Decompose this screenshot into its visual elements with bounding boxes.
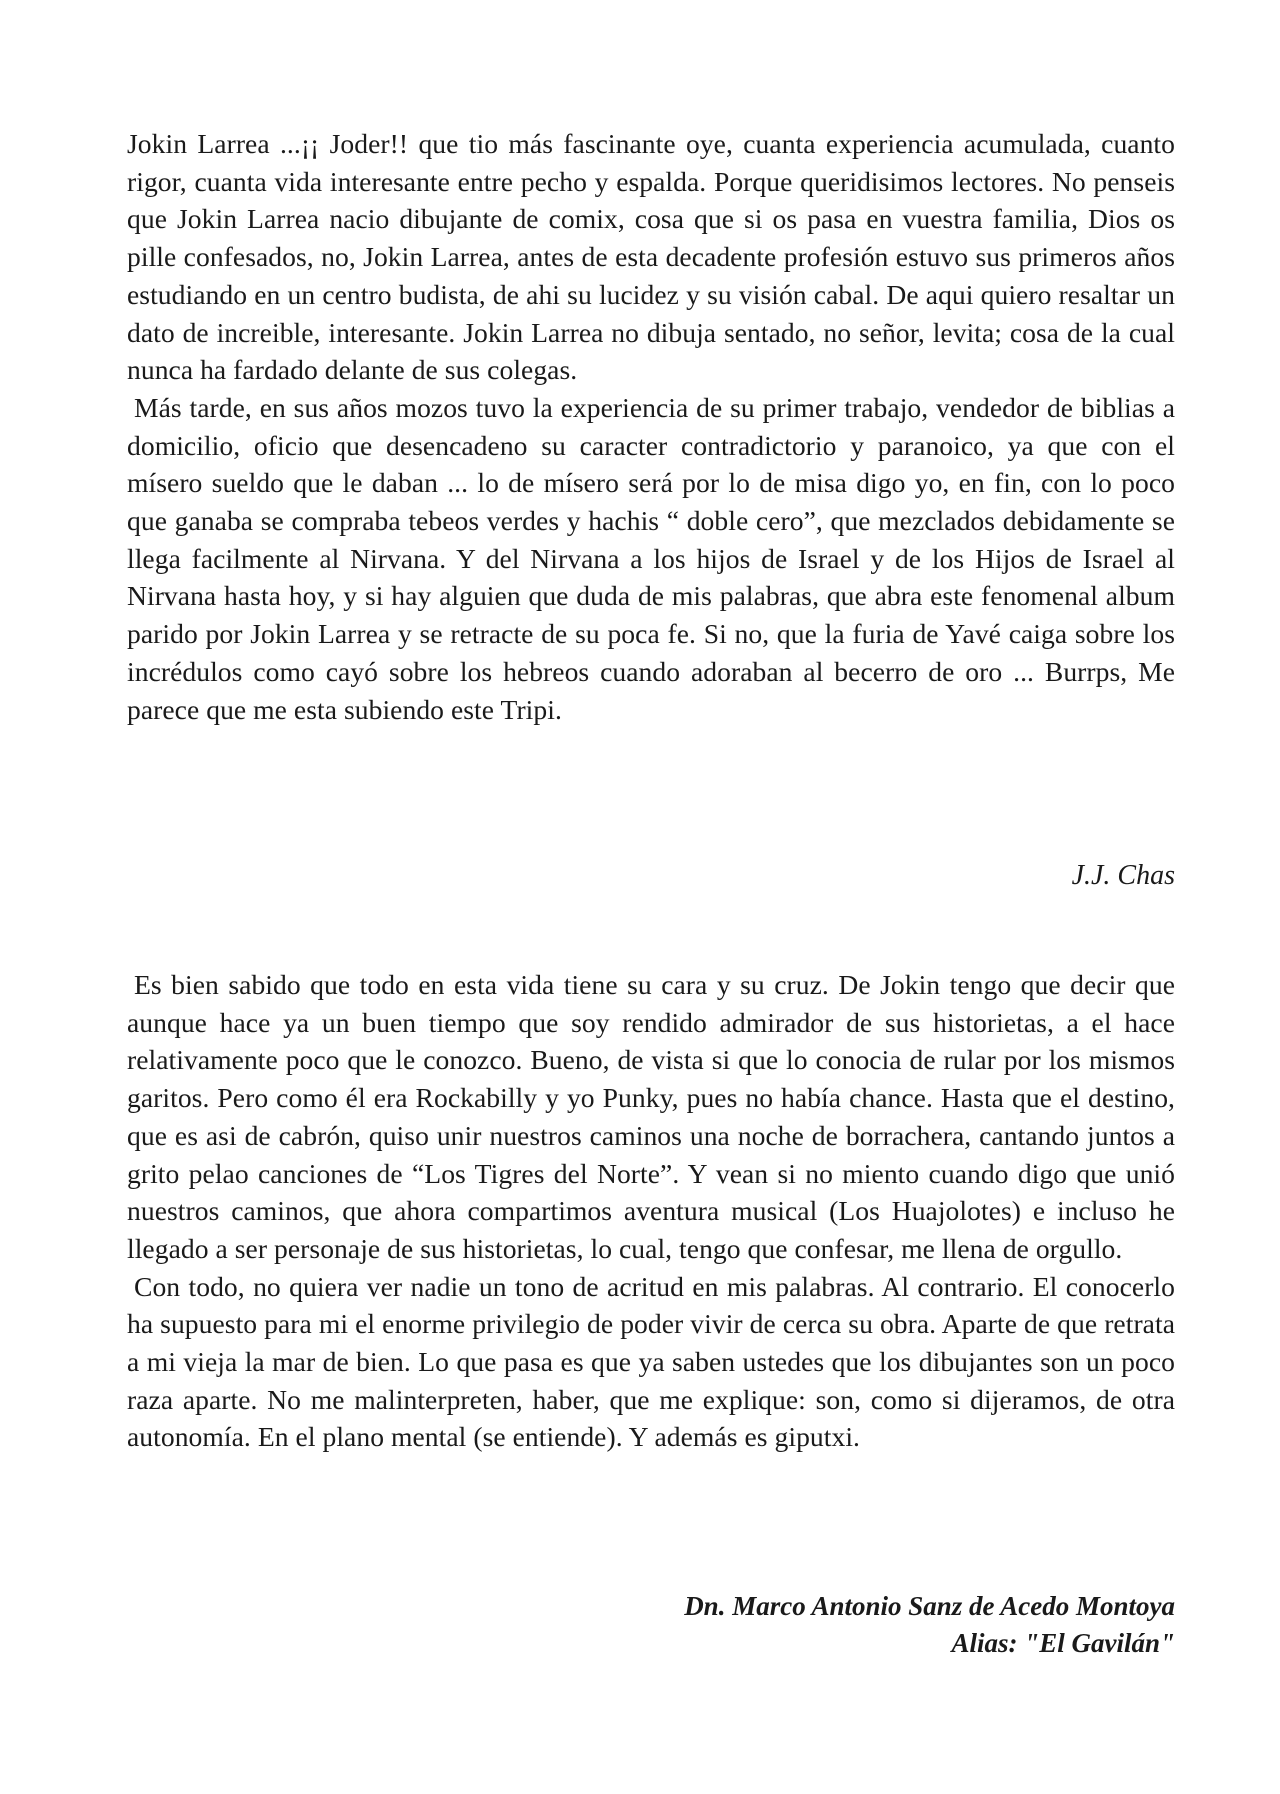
essay-2-paragraph-2: Con todo, no quiera ver nadie un tono de acritud en mis palabras. Al contrario. El conocerlo ha supuesto para mi el enorme privilegio de poder vivir de cerca su obra. Aparte de que retrata a mi vieja la mar de bien. Lo que pasa es que ya saben ustedes que los dibujantes son un poco raza aparte. No me malinterpreten, haber, que me explique: son, como si dijeramos, de otra autonomía. En el plano mental (se entiende). Y además es giputxi. [127, 1270, 1175, 1453]
essay-1-paragraph-2: Más tarde, en sus años mozos tuvo la experiencia de su primer trabajo, vendedor de biblias a domicilio, oficio que desencadeno su caracter contradictorio y paranoico, ya que con el mísero sueldo que le daban ... lo de mísero será por lo de misa digo yo, en fin, con lo poco que ganaba se compraba tebeos verdes y hachis “ doble cero”, que mezclados debidamente se llega facilmente al Nirvana. Y del Nirvana a los hijos de Israel y de los Hijos de Israel al Nirvana hasta hoy, y si hay alguien que duda de mis palabras, que abra este fenomenal album parido por Jokin Larrea y se retracte de su poca fe. Si no, que la furia de Yavé caiga sobre los incrédulos como cayó sobre los hebreos cuando adoraban al becerro de oro ... Burrps, Me parece que me esta subiendo este Tripi. [127, 391, 1175, 725]
signature-el-gavilan [684, 1588, 1175, 1662]
signature-name: Dn. Marco Antonio Sanz de Acedo Montoya [684, 1591, 1175, 1621]
essay-el-gavilan [127, 966, 1175, 1456]
essay-1-paragraph-1: Jokin Larrea ...¡¡ Joder!! que tio más fascinante oye, cuanta experiencia acumulada, cuanto rigor, cuanta vida interesante entre pecho y espalda. Porque queridisimos lectores. No penseis que Jokin Larrea nacio dibujante de comix, cosa que si os pasa en vuestra familia, Dios os pille confesados, no, Jokin Larrea, antes de esta decadente profesión estuvo sus primeros años estudiando en un centro budista, de ahi su lucidez y su visión cabal. De aqui quiero resaltar un dato de increible, interesante. Jokin Larrea no dibuja sentado, no señor, levita; cosa de la cual nunca ha fardado delante de sus colegas. [127, 128, 1175, 386]
essay-2-paragraph-1: Es bien sabido que todo en esta vida tiene su cara y su cruz. De Jokin tengo que decir que aunque hace ya un buen tiempo que soy rendido admirador de sus historietas, a el hace relativamente poco que le conozco. Bueno, de vista si que lo conocia de rular por los mismos garitos. Pero como él era Rockabilly y yo Punky, pues no había chance. Hasta que el destino, que es asi de cabrón, quiso unir nuestros caminos una noche de borrachera, cantando juntos a grito pelao canciones de “Los Tigres del Norte”. Y vean si no miento cuando digo que unió nuestros caminos, que ahora compartimos aventura musical (Los Huajolotes) e incluso he llegado a ser personaje de sus historietas, lo cual, tengo que confesar, me llena de orgullo. [127, 969, 1175, 1264]
signature-jj-chas: J.J. Chas [1071, 860, 1175, 891]
signature-alias: Alias: "El Gavilán" [951, 1628, 1175, 1658]
essay-jj-chas [127, 125, 1175, 728]
